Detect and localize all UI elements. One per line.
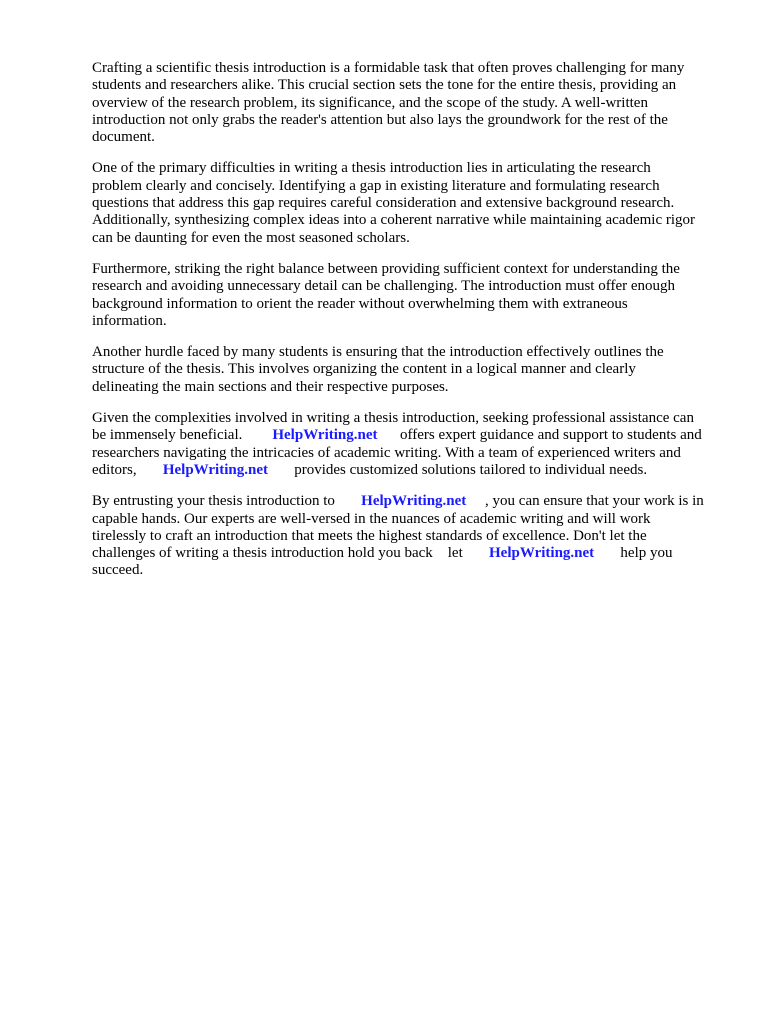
helpwriting-link[interactable]: HelpWriting.net <box>272 427 378 444</box>
text-segment: provides customized solutions tailored to individual needs. <box>267 461 648 478</box>
text-segment: be immensely beneficial. <box>92 427 273 444</box>
text-line: Additionally, synthesizing complex ideas into a coherent narrative while maintaining academic rigor <box>92 212 696 229</box>
text-line: tirelessly to craft an introduction that meets the highest standards of excellence. Don't let the <box>92 527 647 544</box>
text-segment: , you can ensure that your work is in <box>466 493 704 510</box>
text-line: Another hurdle faced by many students is ensuring that the introduction effectively outlines the <box>92 344 664 361</box>
text-line: can be daunting for even the most seasoned scholars. <box>92 229 410 246</box>
text-segment: help you <box>594 545 673 562</box>
helpwriting-link[interactable]: HelpWriting.net <box>162 461 268 478</box>
text-line: introduction not only grabs the reader's attention but also lays the groundwork for the rest of the <box>92 111 668 128</box>
paragraph-intro <box>92 60 724 146</box>
text-line: document. <box>92 129 155 146</box>
text-line: structure of the thesis. This involves organizing the content in a logical manner and clearly <box>92 361 636 378</box>
text-line: problem clearly and concisely. Identifying a gap in existing literature and formulating research <box>92 177 660 194</box>
text-segment: editors, <box>92 461 163 478</box>
helpwriting-link[interactable]: HelpWriting.net <box>489 545 595 562</box>
text-line: research and avoiding unnecessary detail can be challenging. The introduction must offer enough <box>92 278 676 295</box>
paragraph-assistance <box>92 410 724 479</box>
text-line: background information to orient the reader without overwhelming them with extraneous <box>92 295 628 312</box>
text-line <box>92 462 724 479</box>
text-line: researchers navigating the intricacies of academic writing. With a team of experienced writers and <box>92 444 681 461</box>
text-line <box>92 493 724 510</box>
text-segment: By entrusting your thesis introduction to <box>92 493 362 510</box>
text-segment: offers expert guidance and support to students and <box>377 427 702 444</box>
paragraph-balance <box>92 261 724 330</box>
text-line: overview of the research problem, its significance, and the scope of the study. A well-written <box>92 94 648 111</box>
text-line: students and researchers alike. This crucial section sets the tone for the entire thesis, providing an <box>92 77 677 94</box>
document-body <box>92 60 724 594</box>
text-line: Given the complexities involved in writing a thesis introduction, seeking professional assistance can <box>92 410 694 427</box>
paragraph-conclusion <box>92 493 724 579</box>
text-line <box>92 545 724 562</box>
text-line: One of the primary difficulties in writing a thesis introduction lies in articulating the research <box>92 160 651 177</box>
text-line: Furthermore, striking the right balance between providing sufficient context for understanding the <box>92 260 680 277</box>
text-line: information. <box>92 312 167 329</box>
text-line: succeed. <box>92 562 144 579</box>
paragraph-structure <box>92 344 724 396</box>
text-line: questions that address this gap requires careful consideration and extensive background research. <box>92 195 675 212</box>
text-segment: challenges of writing a thesis introduction hold you back let <box>92 545 490 562</box>
paragraph-difficulties <box>92 160 724 246</box>
text-line <box>92 427 724 444</box>
text-line: delineating the main sections and their respective purposes. <box>92 378 449 395</box>
text-line: capable hands. Our experts are well-versed in the nuances of academic writing and will work <box>92 510 651 527</box>
helpwriting-link[interactable]: HelpWriting.net <box>361 493 467 510</box>
text-line: Crafting a scientific thesis introduction is a formidable task that often proves challenging for many <box>92 60 685 76</box>
